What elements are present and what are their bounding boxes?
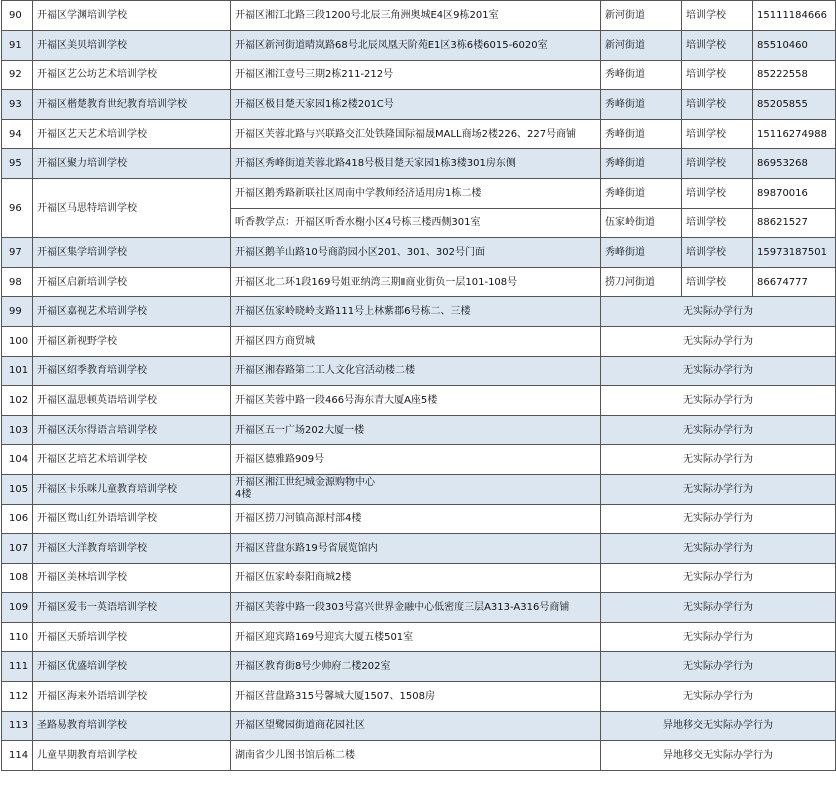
row-number: 103 [2, 415, 33, 445]
school-type: 培训学校 [682, 178, 753, 208]
row-number: 93 [2, 90, 33, 120]
table-row [2, 119, 836, 149]
status-note: 无实际办学行为 [601, 682, 836, 712]
school-name: 开福区爱韦一英语培训学校 [33, 593, 231, 623]
status-note: 无实际办学行为 [601, 504, 836, 534]
status-note: 无实际办学行为 [601, 386, 836, 416]
table-row [2, 386, 836, 416]
row-number: 109 [2, 593, 33, 623]
table-row [2, 149, 836, 179]
row-number: 106 [2, 504, 33, 534]
school-address: 开福区伍家岭晓岭支路111号上林紫郡6号栋二、三楼 [231, 297, 601, 327]
school-address: 开福区德雅路909号 [231, 445, 601, 475]
school-address: 开福区新河街道晴岚路68号北辰凤凰天阶苑E1区3栋6楼6015-6020室 [231, 31, 601, 61]
row-number: 96 [2, 178, 33, 237]
school-name: 开福区美林培训学校 [33, 563, 231, 593]
school-name: 开福区新视野学校 [33, 326, 231, 356]
row-number: 95 [2, 149, 33, 179]
status-note: 无实际办学行为 [601, 474, 836, 504]
school-name: 开福区艺天艺术培训学校 [33, 119, 231, 149]
status-note: 无实际办学行为 [601, 297, 836, 327]
school-type: 培训学校 [682, 267, 753, 297]
status-note: 无实际办学行为 [601, 593, 836, 623]
status-note: 无实际办学行为 [601, 622, 836, 652]
school-address: 开福区芙蓉北路与兴联路交汇处铁隆国际福晟MALL商场2楼226、227号商铺 [231, 119, 601, 149]
school-name: 开福区天骄培训学校 [33, 622, 231, 652]
row-number: 107 [2, 534, 33, 564]
phone-number: 89870016 [753, 178, 836, 208]
school-address: 开福区极目楚天家园1栋2楼201C号 [231, 90, 601, 120]
school-address: 开福区迎宾路169号迎宾大厦五楼501室 [231, 622, 601, 652]
table-row [2, 474, 836, 504]
table-row [2, 622, 836, 652]
row-number: 111 [2, 652, 33, 682]
phone-number: 85510460 [753, 31, 836, 61]
status-note: 无实际办学行为 [601, 563, 836, 593]
school-address: 开福区鹅羊山路10号商韵园小区201、301、302号门面 [231, 238, 601, 268]
table-row [2, 297, 836, 327]
status-note: 异地移交无实际办学行为 [601, 741, 836, 771]
school-address: 开福区营盘路315号馨城大厦1507、1508房 [231, 682, 601, 712]
row-number: 108 [2, 563, 33, 593]
school-name: 儿童早期教育培训学校 [33, 741, 231, 771]
school-name: 开福区温思顿英语培训学校 [33, 386, 231, 416]
row-number: 102 [2, 386, 33, 416]
phone-number: 15116274988 [753, 119, 836, 149]
phone-number: 85222558 [753, 60, 836, 90]
table-row [2, 741, 836, 771]
phone-number: 15973187501 [753, 238, 836, 268]
school-type: 培训学校 [682, 149, 753, 179]
row-number: 99 [2, 297, 33, 327]
row-number: 100 [2, 326, 33, 356]
school-address: 湖南省少儿图书馆后栋二楼 [231, 741, 601, 771]
table-row [2, 60, 836, 90]
school-address: 开福区北二环1段169号姐亚纳湾三期Ⅱ商业街负一层101-108号 [231, 267, 601, 297]
table-row [2, 534, 836, 564]
school-name: 开福区海来外语培训学校 [33, 682, 231, 712]
school-type: 培训学校 [682, 90, 753, 120]
school-address: 开福区芙蓉中路一段303号富兴世界金融中心低密度三层A313-A316号商铺 [231, 593, 601, 623]
school-table [1, 0, 836, 771]
row-number: 110 [2, 622, 33, 652]
school-name: 圣路易教育培训学校 [33, 711, 231, 741]
school-address: 开福区五一广场202大厦一楼 [231, 415, 601, 445]
status-note: 无实际办学行为 [601, 326, 836, 356]
school-name: 开福区美贝培训学校 [33, 31, 231, 61]
table-row [2, 267, 836, 297]
table-row [2, 563, 836, 593]
street-name: 捞刀河街道 [601, 267, 682, 297]
school-address: 开福区捞刀河镇高源村部4楼 [231, 504, 601, 534]
street-name: 新河街道 [601, 1, 682, 31]
school-name: 开福区鸳山红外语培训学校 [33, 504, 231, 534]
table-row [2, 682, 836, 712]
school-name: 开福区集学培训学校 [33, 238, 231, 268]
table-row [2, 1, 836, 31]
school-address: 开福区湘江世纪城金源购物中心 4楼 [231, 474, 601, 504]
row-number: 105 [2, 474, 33, 504]
status-note: 无实际办学行为 [601, 534, 836, 564]
school-name: 开福区大洋教育培训学校 [33, 534, 231, 564]
table-row [2, 445, 836, 475]
status-note: 无实际办学行为 [601, 356, 836, 386]
table-row [2, 178, 836, 208]
street-name: 秀峰街道 [601, 60, 682, 90]
school-address: 开福区湘江北路三段1200号北辰三角洲奥城E4区9栋201室 [231, 1, 601, 31]
row-number: 94 [2, 119, 33, 149]
school-type: 培训学校 [682, 119, 753, 149]
school-address: 开福区芙蓉中路一段466号海东青大厦A座5楼 [231, 386, 601, 416]
school-type: 培训学校 [682, 1, 753, 31]
school-name: 开福区优盛培训学校 [33, 652, 231, 682]
row-number: 98 [2, 267, 33, 297]
school-address: 开福区伍家岭泰阳商城2楼 [231, 563, 601, 593]
street-name: 秀峰街道 [601, 90, 682, 120]
table-row [2, 90, 836, 120]
table-row [2, 31, 836, 61]
school-address: 开福区望鹭园街道商花园社区 [231, 711, 601, 741]
status-note: 无实际办学行为 [601, 415, 836, 445]
row-number: 97 [2, 238, 33, 268]
table-body [2, 1, 836, 771]
phone-number: 86953268 [753, 149, 836, 179]
street-name: 伍家岭街道 [601, 208, 682, 238]
street-name: 秀峰街道 [601, 238, 682, 268]
school-address: 开福区湘春路第二工人文化宫活动楼二楼 [231, 356, 601, 386]
school-address: 开福区四方商贸城 [231, 326, 601, 356]
table-row [2, 356, 836, 386]
phone-number: 15111184666 [753, 1, 836, 31]
school-name: 开福区绍季教育培训学校 [33, 356, 231, 386]
table-row [2, 652, 836, 682]
table-row [2, 593, 836, 623]
school-name: 开福区聚力培训学校 [33, 149, 231, 179]
row-number: 91 [2, 31, 33, 61]
table-row [2, 504, 836, 534]
school-type: 培训学校 [682, 60, 753, 90]
row-number: 101 [2, 356, 33, 386]
table-row [2, 415, 836, 445]
school-type: 培训学校 [682, 238, 753, 268]
school-name: 开福区马思特培训学校 [33, 178, 231, 237]
phone-number: 86674777 [753, 267, 836, 297]
school-name: 开福区楷楚教育世纪教育培训学校 [33, 90, 231, 120]
row-number: 90 [2, 1, 33, 31]
school-address: 开福区营盘东路19号省展览馆内 [231, 534, 601, 564]
row-number: 112 [2, 682, 33, 712]
phone-number: 85205855 [753, 90, 836, 120]
school-name: 开福区沃尔得语言培训学校 [33, 415, 231, 445]
status-note: 无实际办学行为 [601, 652, 836, 682]
street-name: 秀峰街道 [601, 119, 682, 149]
school-address: 开福区教育街8号少帅府二楼202室 [231, 652, 601, 682]
street-name: 秀峰街道 [601, 149, 682, 179]
table-row [2, 711, 836, 741]
school-address: 开福区鹅秀路新联社区周南中学教师经济适用房1栋二楼 [231, 178, 601, 208]
school-name: 开福区艺公坊艺术培训学校 [33, 60, 231, 90]
school-address: 听香教学点：开福区听香水榭小区4号栋三楼西侧301室 [231, 208, 601, 238]
school-name: 开福区启新培训学校 [33, 267, 231, 297]
status-note: 无实际办学行为 [601, 445, 836, 475]
school-type: 培训学校 [682, 208, 753, 238]
school-address: 开福区湘江壹号三期2栋211-212号 [231, 60, 601, 90]
school-name: 开福区学渊培训学校 [33, 1, 231, 31]
school-name: 开福区卡乐咪儿童教育培训学校 [33, 474, 231, 504]
table-row [2, 238, 836, 268]
street-name: 新河街道 [601, 31, 682, 61]
school-type: 培训学校 [682, 31, 753, 61]
row-number: 92 [2, 60, 33, 90]
row-number: 113 [2, 711, 33, 741]
street-name: 秀峰街道 [601, 178, 682, 208]
school-name: 开福区嘉视艺术培训学校 [33, 297, 231, 327]
row-number: 114 [2, 741, 33, 771]
status-note: 异地移交无实际办学行为 [601, 711, 836, 741]
phone-number: 88621527 [753, 208, 836, 238]
row-number: 104 [2, 445, 33, 475]
school-name: 开福区艺培艺术培训学校 [33, 445, 231, 475]
table-row [2, 326, 836, 356]
school-address: 开福区秀峰街道芙蓉北路418号极目楚天家园1栋3楼301房东侧 [231, 149, 601, 179]
